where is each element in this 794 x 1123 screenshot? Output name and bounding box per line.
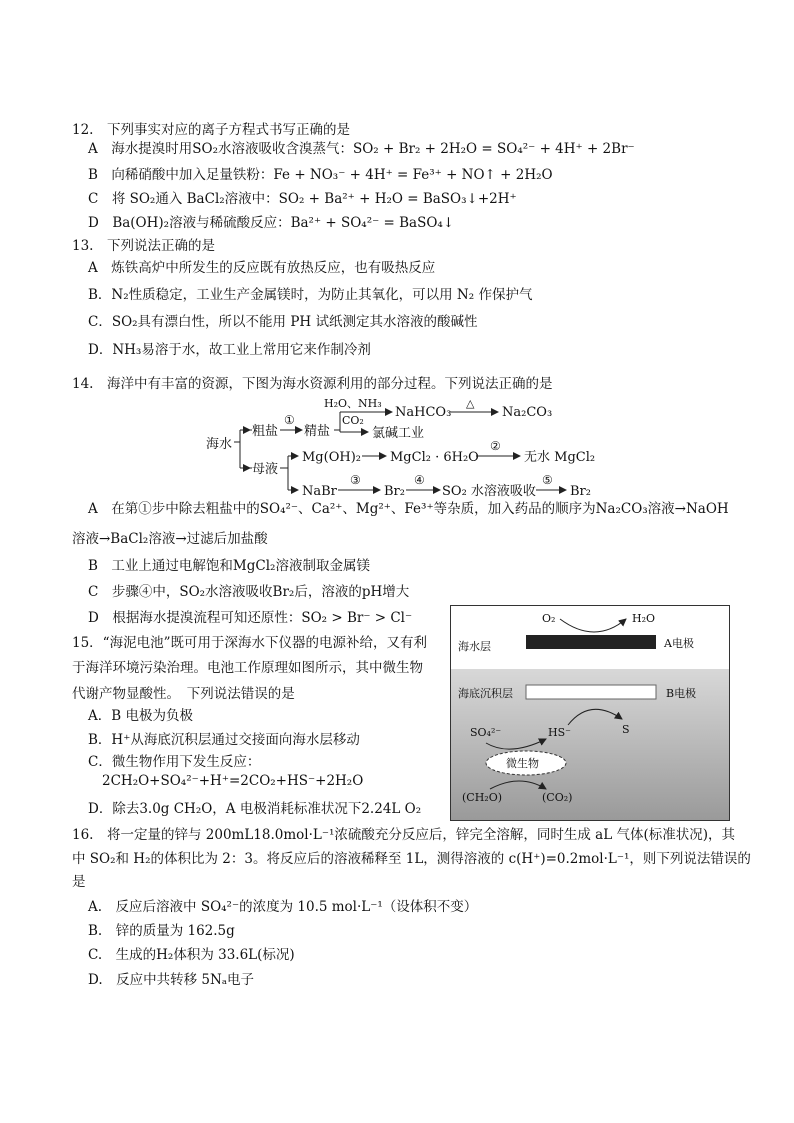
heat-label: △ bbox=[466, 397, 475, 410]
nahco3-label: NaHCO₃ bbox=[395, 405, 452, 420]
h2o-label: H₂O bbox=[632, 612, 656, 625]
q16-option-d[interactable]: D. 反应中共转移 5Nₐ电子 bbox=[88, 972, 255, 988]
q14-stem: 14. 海洋中有丰富的资源，下图为海水资源利用的部分过程。下列说法正确的是 bbox=[72, 376, 553, 392]
co2-label: (CO₂) bbox=[542, 791, 573, 804]
br2-a-label: Br₂ bbox=[384, 484, 405, 499]
q15-stem-line2: 于海洋环境污染治理。电池工作原理如图所示，其中微生物 bbox=[72, 660, 423, 676]
q15-option-d[interactable]: D．除去3.0g CH₂O，A 电极消耗标准状况下2.24L O₂ bbox=[88, 801, 422, 817]
o2-label: O₂ bbox=[542, 612, 556, 625]
electrode-b bbox=[526, 685, 656, 699]
ch2o-label: (CH₂O) bbox=[462, 791, 503, 804]
q13-option-a[interactable]: A 炼铁高炉中所发生的反应既有放热反应，也有吸热反应 bbox=[88, 260, 436, 276]
br2-b-label: Br₂ bbox=[570, 484, 591, 499]
q13-stem: 13. 下列说法正确的是 bbox=[72, 238, 215, 254]
seawater-layer-label: 海水层 bbox=[458, 640, 491, 653]
q16-option-a[interactable]: A. 反应后溶液中 SO₄²⁻的浓度为 10.5 mol·L⁻¹（设体积不变） bbox=[88, 899, 478, 915]
mother-liquor-label: 母液 bbox=[252, 462, 279, 477]
seawater-label: 海水 bbox=[206, 437, 233, 452]
q12-option-d[interactable]: D Ba(OH)₂溶液与稀硫酸反应：Ba²⁺ + SO₄²⁻ = BaSO₄↓ bbox=[88, 215, 455, 231]
q16-option-c[interactable]: C. 生成的H₂体积为 33.6L(标况) bbox=[88, 947, 295, 963]
electrode-a bbox=[526, 635, 656, 649]
step4-label: ④ bbox=[414, 473, 425, 487]
q16-stem-line1: 16. 将一定量的锌与 200mL18.0mol·L⁻¹浓硫酸充分反应后，锌完全溶解，同时生成 aL 气体(标准状况)，其 bbox=[72, 827, 736, 843]
q15-stem-line1: 15．“海泥电池”既可用于深海水下仪器的电源补给，又有利 bbox=[72, 635, 427, 651]
q16-option-b[interactable]: B. 锌的质量为 162.5g bbox=[88, 923, 235, 939]
step1-label: ① bbox=[284, 413, 295, 427]
step5-label: ⑤ bbox=[542, 473, 553, 487]
mud-battery-diagram bbox=[450, 605, 730, 821]
q14-option-b[interactable]: B 工业上通过电解饱和MgCl₂溶液制取金属镁 bbox=[88, 558, 370, 574]
q15-option-a[interactable]: A．B 电极为负极 bbox=[88, 708, 193, 724]
nabr-label: NaBr bbox=[302, 484, 337, 499]
q12-stem: 12. 下列事实对应的离子方程式书写正确的是 bbox=[72, 122, 350, 138]
mgoh2-label: Mg(OH)₂ bbox=[302, 450, 361, 465]
anhydrous-mgcl2-label: 无水 MgCl₂ bbox=[524, 450, 596, 465]
fine-salt-label: 精盐 bbox=[304, 424, 331, 439]
seawater-resource-flow-diagram bbox=[200, 396, 720, 502]
q13-option-c[interactable]: C．SO₂具有漂白性，所以不能用 PH 试纸测定其水溶液的酸碱性 bbox=[88, 314, 478, 330]
q12-option-a[interactable]: A 海水提溴时用SO₂水溶液吸收含溴蒸气：SO₂ + Br₂ + 2H₂O = SO₄²⁻ + 4H⁺ + 2Br⁻ bbox=[88, 141, 635, 157]
electrode-a-label: A电极 bbox=[664, 637, 694, 650]
hs-label: HS⁻ bbox=[548, 726, 571, 739]
crude-salt-label: 粗盐 bbox=[252, 424, 279, 439]
q14-option-a-line1[interactable]: A 在第①步中除去粗盐中的SO₄²⁻、Ca²⁺、Mg²⁺、Fe³⁺等杂质，加入药品的顺序为Na₂CO₃溶液→NaOH bbox=[88, 501, 729, 517]
q12-option-c[interactable]: C 将 SO₂通入 BaCl₂溶液中：SO₂ + Ba²⁺ + H₂O = BaSO₃↓+2H⁺ bbox=[88, 191, 517, 207]
s-label: S bbox=[622, 723, 630, 736]
q16-stem-line3: 是 bbox=[72, 874, 86, 890]
q15-option-b[interactable]: B．H⁺从海底沉积层通过交接面向海水层移动 bbox=[88, 732, 360, 748]
reagents-bottom-label: CO₂ bbox=[342, 414, 364, 427]
so2-absorb-label: SO₂ 水溶液吸收 bbox=[442, 484, 536, 499]
step3-label: ③ bbox=[350, 473, 361, 487]
q14-option-d[interactable]: D 根据海水提溴流程可知还原性：SO₂ > Br⁻ > Cl⁻ bbox=[88, 610, 413, 626]
q15-stem-line3: 代谢产物显酸性。 下列说法错误的是 bbox=[72, 686, 295, 702]
microbe-label: 微生物 bbox=[506, 757, 539, 770]
so4-label: SO₄²⁻ bbox=[470, 726, 502, 739]
sediment-layer-label: 海底沉积层 bbox=[458, 687, 513, 700]
na2co3-label: Na₂CO₃ bbox=[502, 405, 553, 420]
chlor-alkali-label: 氯碱工业 bbox=[372, 426, 425, 441]
q13-option-d[interactable]: D．NH₃易溶于水，故工业上常用它来作制冷剂 bbox=[88, 342, 371, 358]
mgcl2-hydrate-label: MgCl₂ · 6H₂O bbox=[390, 450, 479, 465]
q14-option-c[interactable]: C 步骤④中，SO₂水溶液吸收Br₂后，溶液的pH增大 bbox=[88, 584, 410, 600]
q16-stem-line2: 中 SO₂和 H₂的体积比为 2：3。将反应后的溶液稀释至 1L，测得溶液的 c(H⁺)=0.2mol·L⁻¹，则下列说法错误的 bbox=[72, 851, 751, 867]
step2-label: ② bbox=[490, 439, 501, 453]
q15-option-c[interactable]: C．微生物作用下发生反应： bbox=[88, 754, 261, 770]
q14-option-a-line2: 溶液→BaCl₂溶液→过滤后加盐酸 bbox=[72, 531, 268, 547]
q12-option-b[interactable]: B 向稀硝酸中加入足量铁粉：Fe + NO₃⁻ + 4H⁺ = Fe³⁺ + NO↑ + 2H₂O bbox=[88, 167, 553, 183]
electrode-b-label: B电极 bbox=[666, 687, 697, 700]
q15-option-c-equation: 2CH₂O+SO₄²⁻+H⁺=2CO₂+HS⁻+2H₂O bbox=[102, 773, 364, 789]
reagents-top-label: H₂O、NH₃ bbox=[324, 397, 382, 410]
q13-option-b[interactable]: B．N₂性质稳定，工业生产金属镁时，为防止其氧化，可以用 N₂ 作保护气 bbox=[88, 287, 533, 303]
